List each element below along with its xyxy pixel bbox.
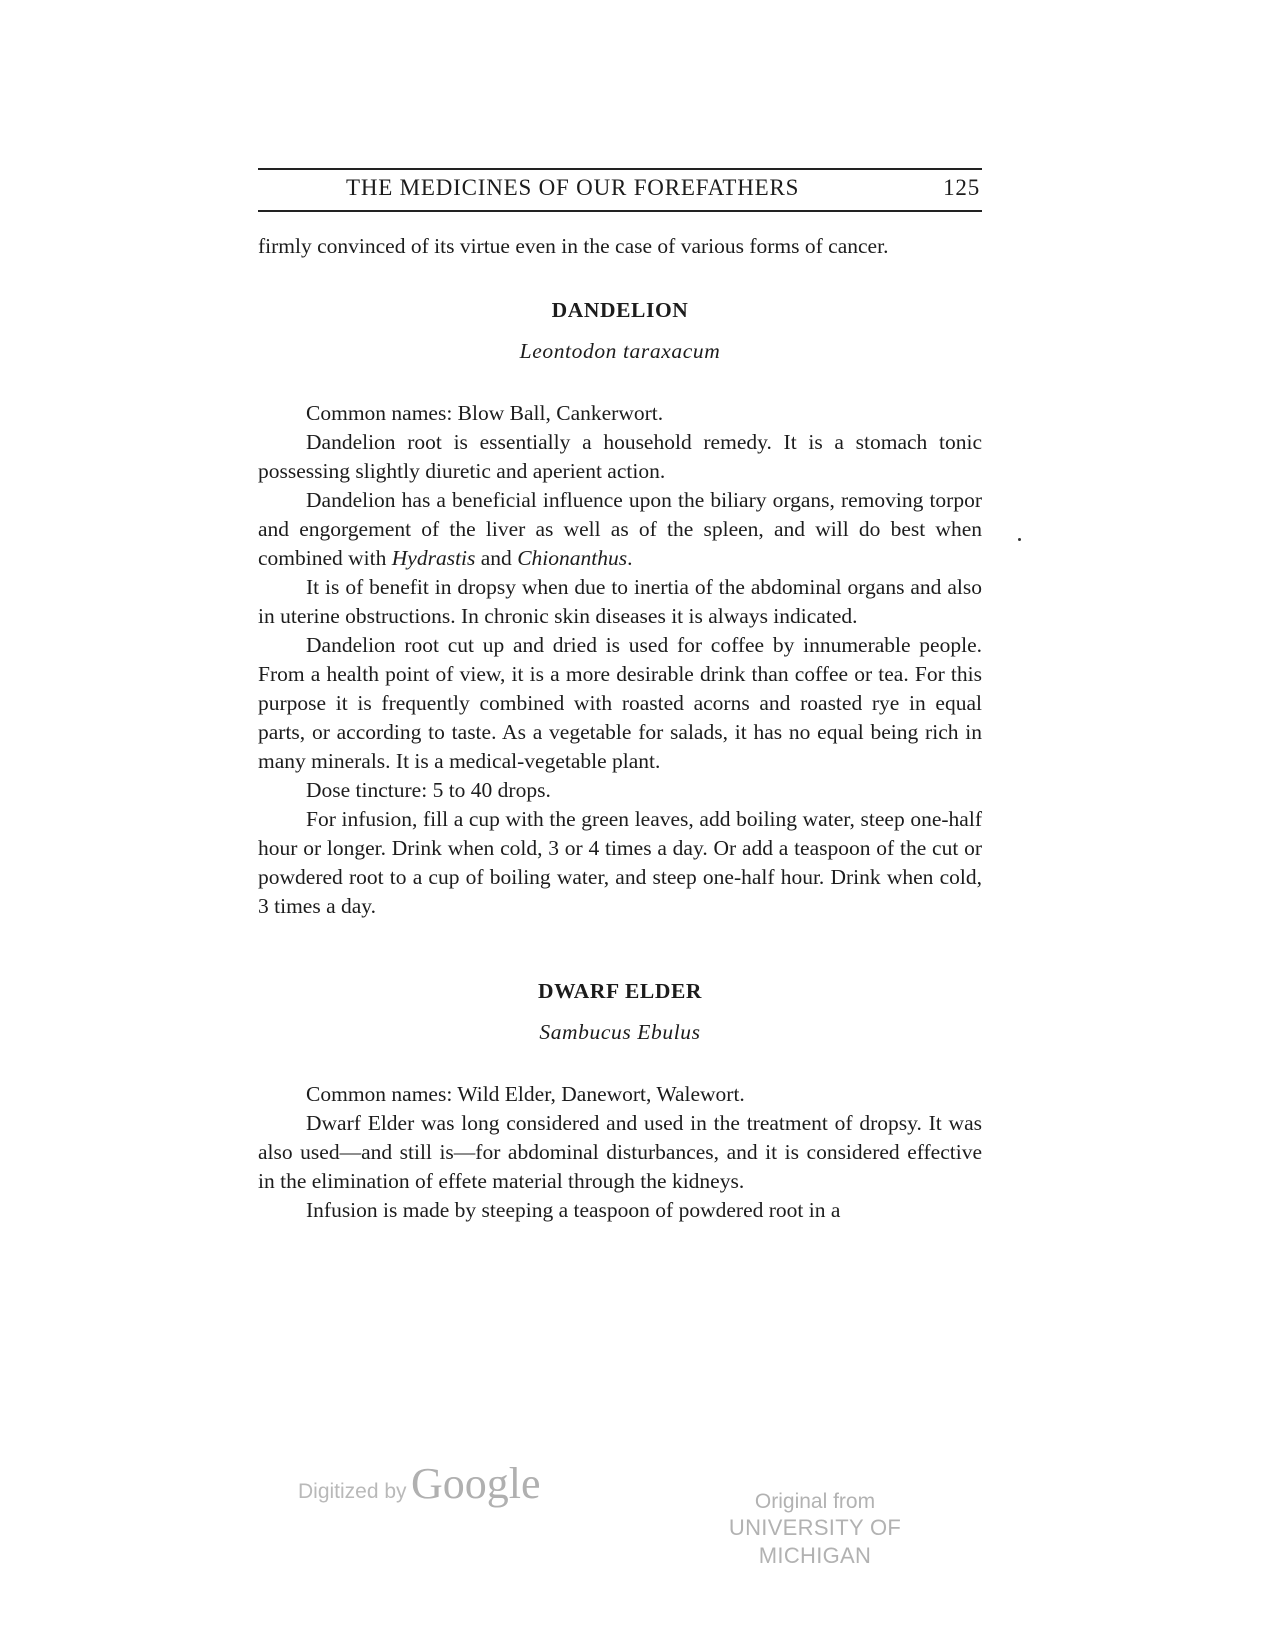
paragraph: For infusion, fill a cup with the green leaves, add boiling water, steep one-half hour or longer. Drink when cold, 3 or 4 times a day. Or add a teaspoon of the cut or powdered root to a cup of boiling water, and steep one-half hour. Drink when cold, 3 times a day. xyxy=(258,807,982,918)
paragraph: It is of benefit in dropsy when due to inertia of the abdominal organs and also in uterine obstructions. In chronic skin diseases it is always indicated. xyxy=(258,575,982,628)
original-from-label: Original from xyxy=(754,1490,876,1513)
paragraph-common-names: Common names: Wild Elder, Danewort, Walewort. xyxy=(306,1082,745,1106)
page-number: 125 xyxy=(943,175,980,200)
latin-name-dwarf-elder: Sambucus Ebulus xyxy=(539,1020,701,1044)
running-title: THE MEDICINES OF OUR FOREFATHERS xyxy=(346,175,800,200)
google-logo: Google xyxy=(411,1459,541,1508)
body-text xyxy=(258,232,982,1225)
paragraph: Dandelion root cut up and dried is used for coffee by innumerable people. From a health point of view, it is a more desirable drink than coffee or tea. For this purpose it is frequently combined with roasted acorns and roasted rye in equal parts, or according to taste. As a vegetable for salads, it has no equal being rich in many minerals. It is a medical-vegetable plant. xyxy=(258,633,982,773)
paragraph-text: . xyxy=(627,546,633,570)
paragraph-text: and xyxy=(475,546,518,570)
section-heading-dandelion: DANDELION xyxy=(551,298,689,322)
latin-name-dandelion: Leontodon taraxacum xyxy=(519,339,721,363)
italic-term-chionanthus: Chionanthus xyxy=(517,546,628,570)
digitized-by-label: Digitized by xyxy=(298,1480,407,1503)
italic-term-hydrastis: Hydrastis xyxy=(391,546,476,570)
continued-paragraph: firmly convinced of its virtue even in the case of various forms of cancer. xyxy=(258,234,889,258)
paragraph-common-names: Common names: Blow Ball, Cankerwort. xyxy=(306,401,664,425)
original-from-watermark xyxy=(680,1490,950,1570)
institution-name: UNIVERSITY OF MICHIGAN xyxy=(728,1515,902,1568)
digitized-by-watermark xyxy=(298,1458,541,1509)
paragraph-dose: Dose tincture: 5 to 40 drops. xyxy=(306,778,551,802)
paragraph-text: Dandelion has a beneficial influence upon the biliary organs, removing torpor and engorgement of the liver as well as of the spleen, and will do best when combined with xyxy=(258,488,982,570)
paragraph: Dwarf Elder was long considered and used in the treatment of dropsy. It was also used—and still is—for abdominal disturbances, and it is considered effective in the elimination of effete material through the kidneys. xyxy=(258,1111,982,1193)
running-head xyxy=(258,168,982,212)
paragraph xyxy=(258,486,982,573)
scan-speck xyxy=(1018,538,1021,541)
book-page xyxy=(258,168,982,1225)
section-heading-dwarf-elder: DWARF ELDER xyxy=(537,979,703,1003)
paragraph: Infusion is made by steeping a teaspoon of powdered root in a xyxy=(306,1198,841,1222)
paragraph: Dandelion root is essentially a household remedy. It is a stomach tonic possessing slightly diuretic and aperient action. xyxy=(258,430,982,483)
